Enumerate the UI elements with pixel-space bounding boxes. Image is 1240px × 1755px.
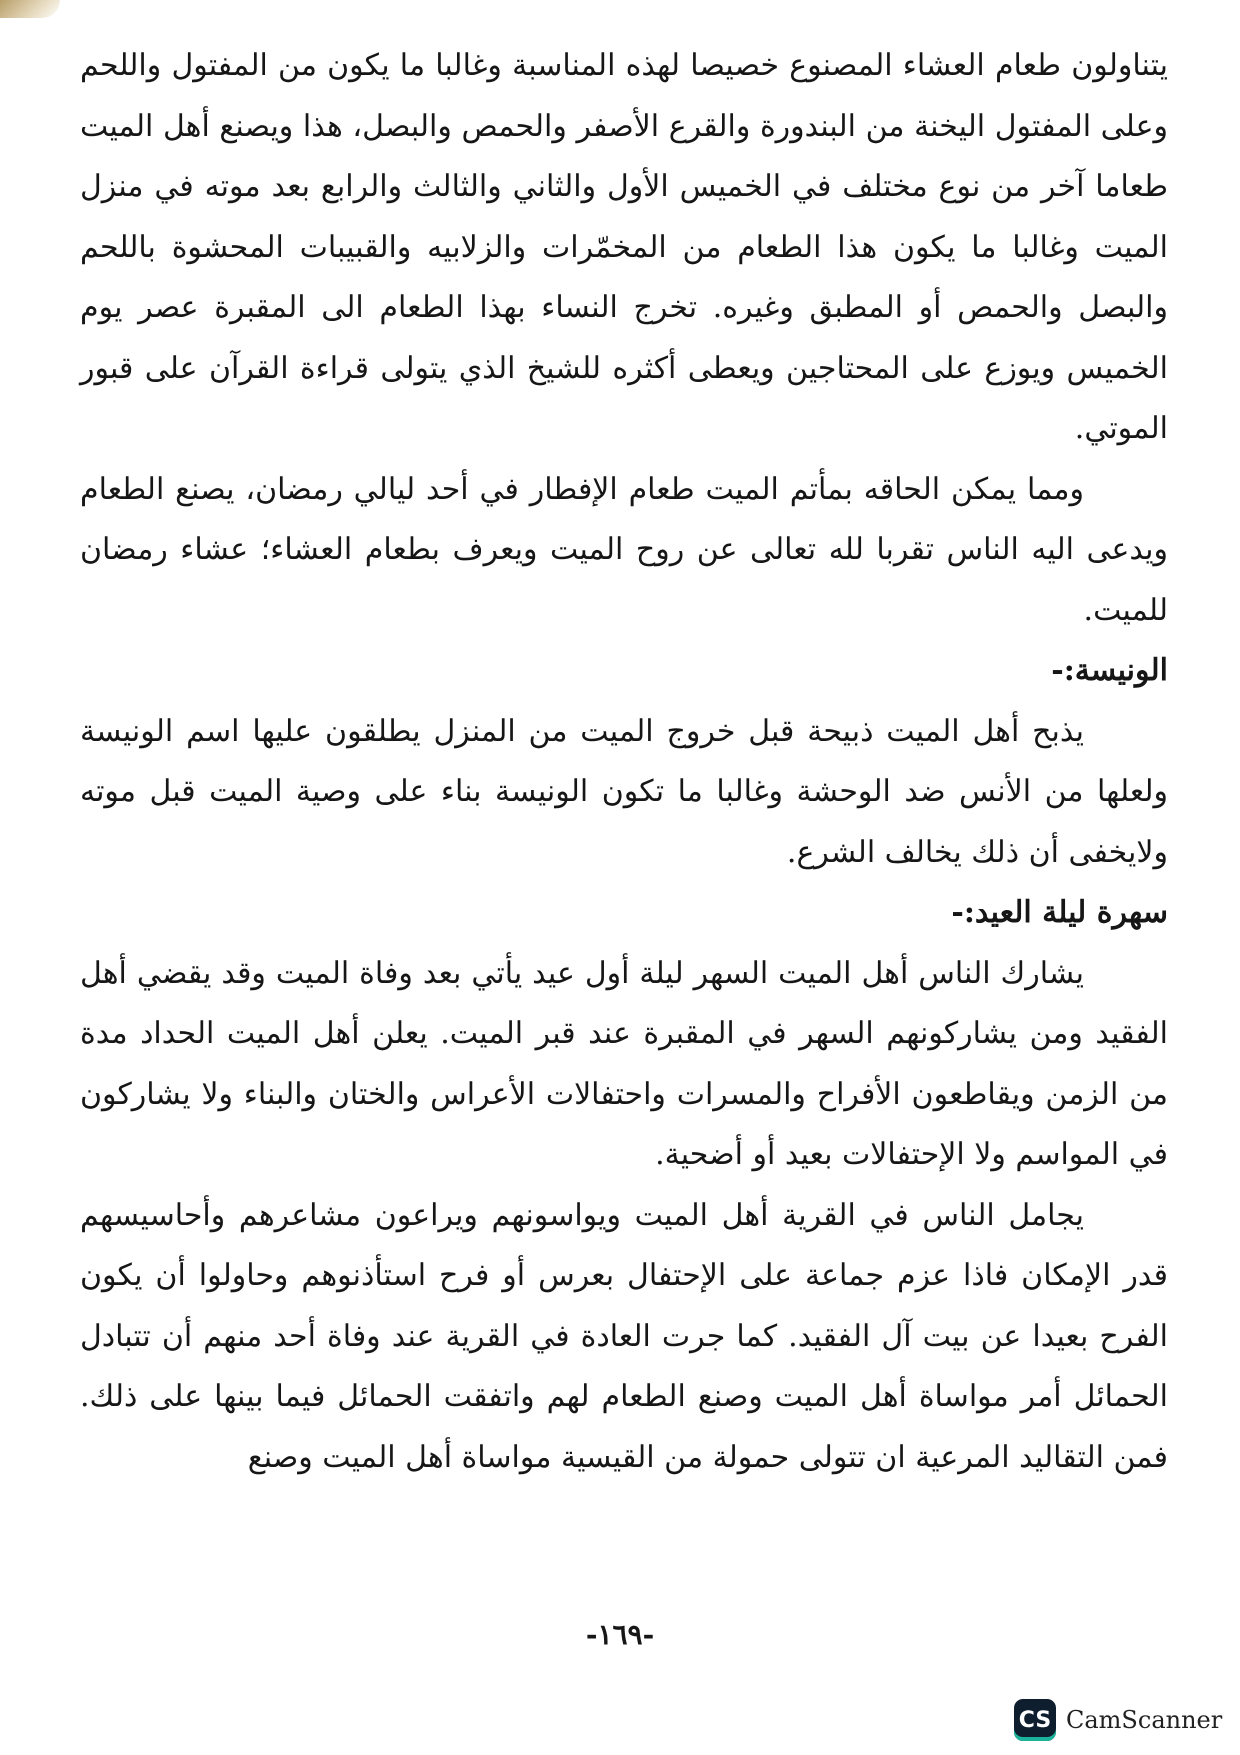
body-paragraph: يذبح أهل الميت ذبيحة قبل خروج الميت من المنزل يطلقون عليها اسم الونيسة ولعلها من الأنس ضد الوحشة وغالبا ما تكون الونيسة بناء على وصية الميت قبل موته ولايخفى أن ذلك يخالف الشرع.: [80, 713, 1168, 870]
scan-edge-mark: [0, 0, 60, 18]
camscanner-label: CamScanner: [1066, 1706, 1223, 1734]
body-paragraph: ومما يمكن الحاقه بمأتم الميت طعام الإفطار في أحد ليالي رمضان، يصنع الطعام ويدعى اليه الناس تقربا لله تعالى عن روح الميت ويعرف بطعام العشاء؛ عشاء رمضان للميت.: [80, 471, 1168, 628]
body-paragraph: يتناولون طعام العشاء المصنوع خصيصا لهذه المناسبة وغالبا ما يكون من المفتول واللحم وعلى المفتول اليخنة من البندورة والقرع الأصفر والحمص والبصل، هذا ويصنع أهل الميت طعاما آخر من نوع مختلف في الخميس الأول والثاني والثالث والرابع بعد موته في منزل الميت وغالبا ما يكون هذا الطعام من المخمّرات والزلابيه والقبيبات المحشوة باللحم والبصل والحمص أو المطبق وغيره. تخرج النساء بهذا الطعام الى المقبرة عصر يوم الخميس ويوزع على المحتاجين ويعطى أكثره للشيخ الذي يتولى قراءة القرآن على قبور الموتي.: [80, 48, 1168, 446]
page-body: [80, 36, 1168, 1488]
camscanner-logo-icon: CS: [1014, 1699, 1056, 1741]
camscanner-watermark: [1014, 1699, 1222, 1741]
page-number: -١٦٩-: [585, 1618, 655, 1651]
body-paragraph: يجامل الناس في القرية أهل الميت ويواسونهم ويراعون مشاعرهم وأحاسيسهم قدر الإمكان فاذا عزم جماعة على الإحتفال بعرس أو فرح استأذنوهم وحاولوا أن يكون الفرح بعيدا عن بيت آل الفقيد. كما جرت العادة في القرية عند وفاة أحد منهم أن تتبادل الحمائل أمر مواساة أهل الميت وصنع الطعام لهم واتفقت الحمائل فيما بينها على ذلك. فمن التقاليد المرعية ان تتولى حمولة من القيسية مواساة أهل الميت وصنع: [80, 1197, 1168, 1475]
body-paragraph: يشارك الناس أهل الميت السهر ليلة أول عيد يأتي بعد وفاة الميت وقد يقضي أهل الفقيد ومن يشاركونهم السهر في المقبرة عند قبر الميت. يعلن أهل الميت الحداد مدة من الزمن ويقاطعون الأفراح والمسرات واحتفالات الأعراس والختان والبناء ولا يشاركون في المواسم ولا الإحتفالات بعيد أو أضحية.: [80, 955, 1168, 1172]
section-heading: الونيسة:-: [1051, 653, 1168, 688]
section-heading: سهرة ليلة العيد:-: [951, 895, 1168, 930]
